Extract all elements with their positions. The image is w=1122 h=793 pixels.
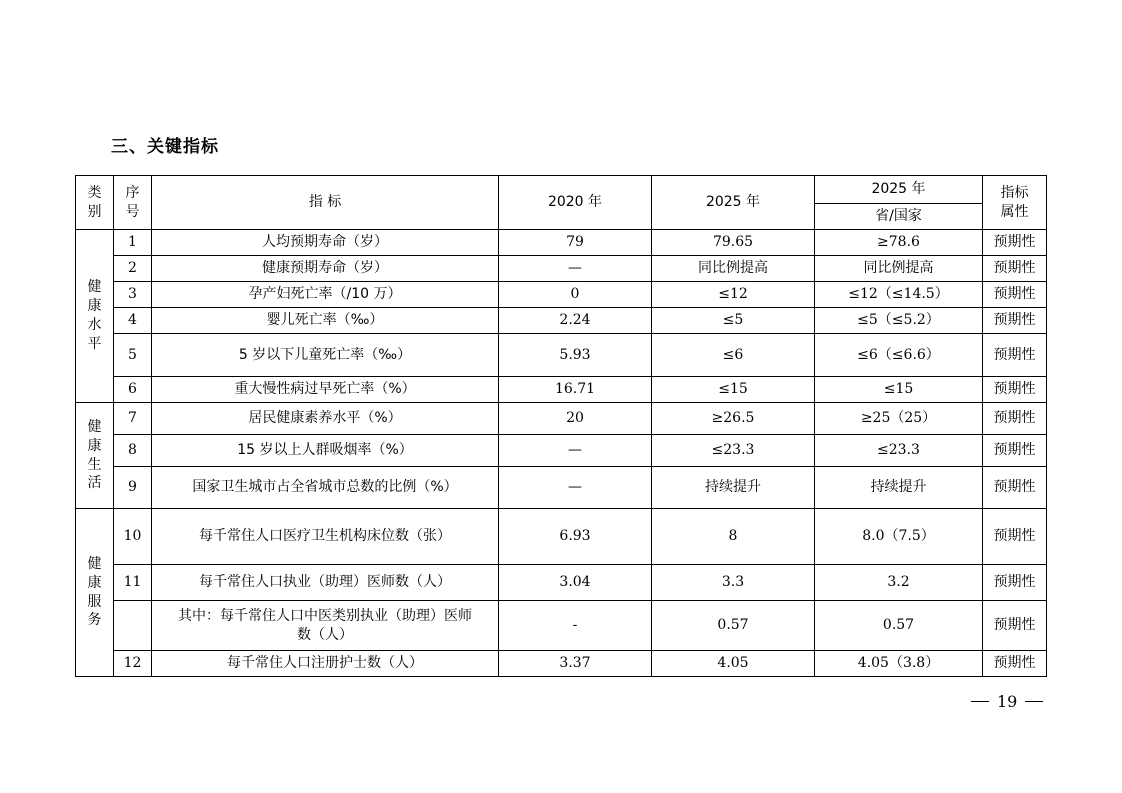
row-indicator: 15 岁以上人群吸烟率（%） <box>152 435 499 467</box>
header-2025-group: 2025 年 <box>815 176 983 204</box>
table-row <box>76 509 1047 565</box>
row-seq: 3 <box>114 282 152 308</box>
row-2025: ≤23.3 <box>652 435 815 467</box>
row-2020: - <box>499 601 652 651</box>
category-health-level: 健 康 水 平 <box>76 230 114 403</box>
row-2020: 0 <box>499 282 652 308</box>
row-2020: 6.93 <box>499 509 652 565</box>
row-seq: 8 <box>114 435 152 467</box>
row-2025: 8 <box>652 509 815 565</box>
row-2025: ≤6 <box>652 334 815 377</box>
row-seq: 11 <box>114 565 152 601</box>
row-2025: 3.3 <box>652 565 815 601</box>
row-attr: 预期性 <box>983 282 1047 308</box>
row-indicator: 每千常住人口执业（助理）医师数（人） <box>152 565 499 601</box>
header-category: 类 别 <box>76 176 114 230</box>
row-attr: 预期性 <box>983 509 1047 565</box>
row-2020: 3.37 <box>499 651 652 677</box>
row-2020: 5.93 <box>499 334 652 377</box>
header-seq: 序 号 <box>114 176 152 230</box>
row-attr: 预期性 <box>983 308 1047 334</box>
table-row <box>76 230 1047 256</box>
row-seq: 12 <box>114 651 152 677</box>
page-number: 19 <box>997 692 1018 711</box>
row-seq: 9 <box>114 467 152 509</box>
page-footer <box>963 692 1051 711</box>
row-province: ≤15 <box>815 377 983 403</box>
row-province: 3.2 <box>815 565 983 601</box>
row-attr: 预期性 <box>983 435 1047 467</box>
table-row <box>76 601 1047 651</box>
category-healthy-living: 健 康 生 活 <box>76 403 114 509</box>
row-2025: 持续提升 <box>652 467 815 509</box>
table-row <box>76 651 1047 677</box>
row-indicator: 居民健康素养水平（%） <box>152 403 499 435</box>
row-attr: 预期性 <box>983 467 1047 509</box>
row-2020: 20 <box>499 403 652 435</box>
row-2025: 79.65 <box>652 230 815 256</box>
row-seq <box>114 601 152 651</box>
row-2020: — <box>499 467 652 509</box>
footer-dash-right <box>1025 701 1043 702</box>
row-attr: 预期性 <box>983 651 1047 677</box>
row-2020: — <box>499 435 652 467</box>
header-attr: 指标 属性 <box>983 176 1047 230</box>
row-province: 0.57 <box>815 601 983 651</box>
table-row <box>76 256 1047 282</box>
row-2025: 同比例提高 <box>652 256 815 282</box>
header-province-national: 省/国家 <box>815 204 983 230</box>
row-attr: 预期性 <box>983 565 1047 601</box>
row-indicator: 其中：每千常住人口中医类别执业（助理）医师数（人） <box>152 601 499 651</box>
row-seq: 1 <box>114 230 152 256</box>
row-2025: 4.05 <box>652 651 815 677</box>
row-2025: ≤5 <box>652 308 815 334</box>
row-indicator: 国家卫生城市占全省城市总数的比例（%） <box>152 467 499 509</box>
table-row <box>76 403 1047 435</box>
table-row <box>76 377 1047 403</box>
row-seq: 2 <box>114 256 152 282</box>
row-province: ≤6（≤6.6） <box>815 334 983 377</box>
row-province: ≤5（≤5.2） <box>815 308 983 334</box>
row-2025: 0.57 <box>652 601 815 651</box>
table-row <box>76 334 1047 377</box>
row-indicator: 健康预期寿命（岁） <box>152 256 499 282</box>
row-seq: 6 <box>114 377 152 403</box>
row-attr: 预期性 <box>983 334 1047 377</box>
table-row <box>76 565 1047 601</box>
row-province: ≥78.6 <box>815 230 983 256</box>
row-2020: 79 <box>499 230 652 256</box>
row-indicator: 每千常住人口注册护士数（人） <box>152 651 499 677</box>
row-attr: 预期性 <box>983 403 1047 435</box>
row-seq: 7 <box>114 403 152 435</box>
row-seq: 10 <box>114 509 152 565</box>
row-indicator: 5 岁以下儿童死亡率（‰） <box>152 334 499 377</box>
row-2020: — <box>499 256 652 282</box>
row-indicator: 人均预期寿命（岁） <box>152 230 499 256</box>
row-seq: 5 <box>114 334 152 377</box>
row-attr: 预期性 <box>983 601 1047 651</box>
row-province: ≤12（≤14.5） <box>815 282 983 308</box>
table-row <box>76 282 1047 308</box>
row-province: ≤23.3 <box>815 435 983 467</box>
row-2020: 2.24 <box>499 308 652 334</box>
row-seq: 4 <box>114 308 152 334</box>
row-indicator: 每千常住人口医疗卫生机构床位数（张） <box>152 509 499 565</box>
row-indicator: 孕产妇死亡率（/10 万） <box>152 282 499 308</box>
header-2025: 2025 年 <box>652 176 815 230</box>
row-indicator: 婴儿死亡率（‰） <box>152 308 499 334</box>
row-indicator: 重大慢性病过早死亡率（%） <box>152 377 499 403</box>
row-attr: 预期性 <box>983 230 1047 256</box>
table-row <box>76 308 1047 334</box>
row-2025: ≤15 <box>652 377 815 403</box>
row-2020: 3.04 <box>499 565 652 601</box>
row-attr: 预期性 <box>983 256 1047 282</box>
header-indicator: 指 标 <box>152 176 499 230</box>
table-row <box>76 435 1047 467</box>
section-title: 三、关键指标 <box>111 137 219 157</box>
row-2020: 16.71 <box>499 377 652 403</box>
table-row <box>76 467 1047 509</box>
row-province: 同比例提高 <box>815 256 983 282</box>
row-2025: ≥26.5 <box>652 403 815 435</box>
row-2025: ≤12 <box>652 282 815 308</box>
category-health-services: 健 康 服 务 <box>76 509 114 677</box>
row-province: 8.0（7.5） <box>815 509 983 565</box>
row-attr: 预期性 <box>983 377 1047 403</box>
row-province: 4.05（3.8） <box>815 651 983 677</box>
row-province: 持续提升 <box>815 467 983 509</box>
header-2020: 2020 年 <box>499 176 652 230</box>
footer-dash-left <box>971 701 989 702</box>
row-province: ≥25（25） <box>815 403 983 435</box>
key-indicators-table <box>75 175 1047 677</box>
